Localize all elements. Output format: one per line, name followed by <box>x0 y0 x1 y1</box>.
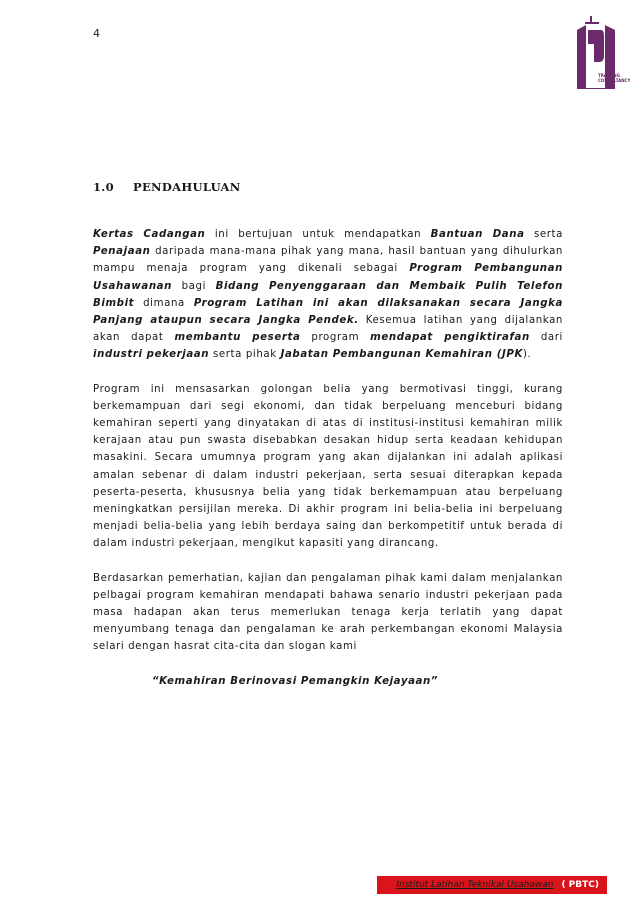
text-span: membantu peserta <box>174 332 301 344</box>
text-span: Program Pembangunan Usahawanan <box>93 263 563 292</box>
section-title: PENDAHULUAN <box>133 180 241 194</box>
text-span: Jabatan Pembangunan Kemahiran (JPK <box>280 349 523 361</box>
footer-banner <box>377 876 607 894</box>
text-span: dimana <box>134 297 194 309</box>
company-logo <box>574 16 631 94</box>
paragraph-target: Program ini mensasarkan golongan belia yang bermotivasi tinggi, kurang berkemampuan dari segi ekonomi, dan tidak berpeluang menceburi bidang kemahiran seperti yang dinyatakan di atas di institusi-institusi kemahiran milik kerajaan atau pun swasta disebabkan desakan hidup serta keadaan kehidupan masakini. Secara umumnya program yang akan dijalankan ini adalah aplikasi amalan sebenar di dalam industri pekerjaan, serta sesuai diterapkan kepada peserta-peserta, khususnya belia yang tidak berkemampuan atau berpeluang meningkatkan persijilan mereka. Di akhir program ini belia-belia ini berpeluang menjadi belia-belia yang lebih berdaya saing dan berkompetitif untuk berada di dalam industri pekerjaan, mengikut kapasiti yang dirancang. <box>93 383 563 550</box>
text-span: dari <box>529 332 563 344</box>
section-number: 1.0 <box>93 180 114 194</box>
text-span: mendapat pengiktirafan <box>370 332 530 344</box>
text-span: serta <box>524 229 563 240</box>
text-span: Bidang Penyenggaraan dan Membaik Pulih Telefon Bimbit <box>93 280 563 309</box>
text-span: Bantuan Dana <box>430 229 525 240</box>
text-span: industri pekerjaan <box>93 349 210 361</box>
text-span: bagi <box>172 280 216 292</box>
text-span: ini bertujuan untuk mendapatkan <box>205 229 431 240</box>
paragraph-intro <box>93 226 563 364</box>
text-span: ). <box>522 349 532 361</box>
text-span: Kesemua latihan yang dijalankan akan dapat <box>93 315 563 344</box>
section-heading <box>93 180 241 194</box>
text-span: daripada mana-mana pihak yang mana, hasil bantuan yang dihulurkan mampu menaja program yang dikenali sebagai <box>93 246 563 275</box>
slogan: “Kemahiran Berinovasi Pemangkin Kejayaan” <box>151 675 439 687</box>
text-span: Penajaan <box>93 246 151 258</box>
text-span: Kertas Cadangan <box>93 229 206 240</box>
logo-text-line2: CONSULTANCY <box>598 78 631 83</box>
text-span: Program Latihan ini akan dilaksanakan secara Jangka Panjang ataupun secara Jangka Pendek. <box>93 297 563 327</box>
text-span: program <box>300 332 371 344</box>
page-number: 4 <box>93 27 100 40</box>
text-span: serta pihak <box>209 349 281 361</box>
logo-text-line1: TRAINING <box>598 73 620 78</box>
paragraph-observation: Berdasarkan pemerhatian, kajian dan pengalaman pihak kami dalam menjalankan pelbagai program kemahiran mendapati bahawa senario industri pekerjaan pada masa hadapan akan terus memerlukan tenaga kerja terlatih yang dapat menyumbang tenaga dan pengalaman ke arah perkembangan ekonomi Malaysia selari dengan hasrat cita-cita dan slogan kami <box>93 572 563 653</box>
footer-abbreviation: ( PBTC) <box>561 880 599 890</box>
body-content <box>93 226 563 707</box>
footer-institute-name: Institut Latihan Teknikal Usahawan <box>396 880 554 890</box>
